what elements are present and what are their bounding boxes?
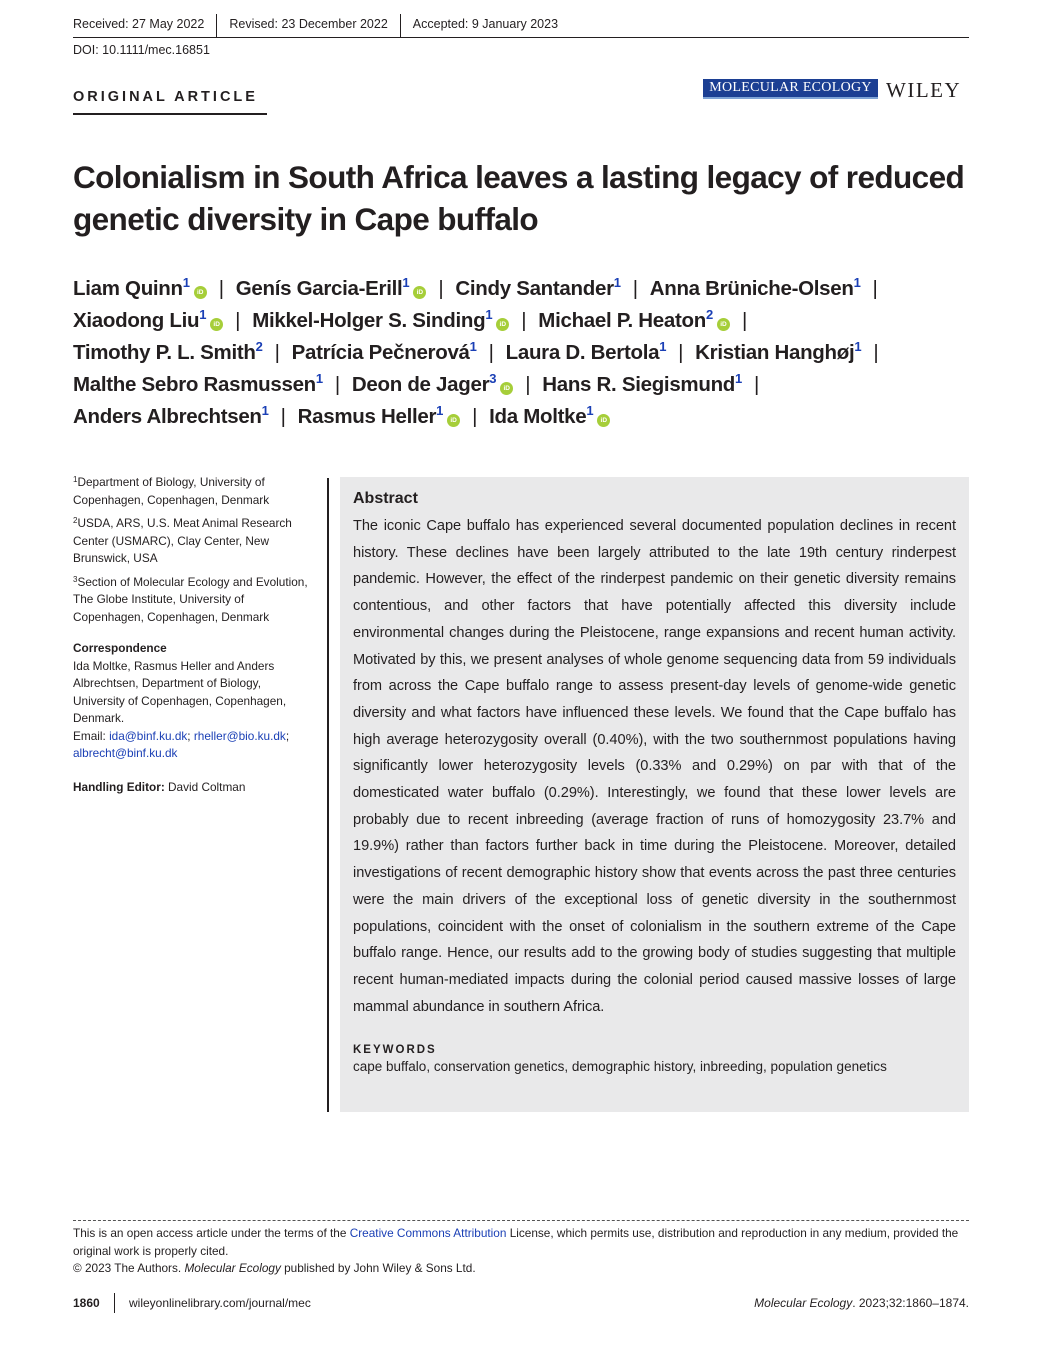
orcid-icon[interactable]: iD [597,414,610,427]
author-name-text: Laura D. Bertola [505,341,660,364]
correspondence-heading: Correspondence [73,641,167,655]
author-name[interactable] [73,309,223,332]
author-name[interactable] [650,277,861,300]
revised-date: Revised: 23 December 2022 [229,14,400,38]
correspondence-text: Ida Moltke, Rasmus Heller and Anders Albrechtsen, Department of Biology, University of Copenhagen, Copenhagen, Denmark. [73,658,287,725]
front-matter-sidebar [73,474,313,796]
affiliation-marker[interactable]: 1 [853,275,861,290]
email-link-moltke[interactable]: ida@binf.ku.dk [109,728,188,743]
email-link-heller[interactable]: rheller@bio.ku.dk [193,728,286,743]
copyright-journal: Molecular Ecology [184,1261,281,1275]
citation-journal: Molecular Ecology [754,1296,853,1310]
page-footer [73,1293,969,1313]
author-name-text: Patrícia Pečnerová [291,341,470,364]
author-separator: | [280,405,286,428]
affiliation-marker[interactable]: 1 [735,371,742,386]
author-name[interactable] [489,405,610,428]
affiliation-number: 2 [73,516,78,525]
author-name[interactable] [73,405,269,428]
author-name-text: Xiaodong Liu [73,309,200,332]
affiliation-item [73,474,313,509]
orcid-icon[interactable]: iD [194,286,207,299]
abstract-heading: Abstract [353,490,418,507]
author-name-text: Malthe Sebro Rasmussen [73,373,316,396]
author-separator: | [472,405,478,428]
handling-editor-name: David Coltman [168,779,246,794]
correspondence-emails: Email: ida@binf.ku.dk; rheller@bio.ku.dk; albrecht@binf.ku.dk [73,728,290,760]
handling-editor [73,779,313,797]
author-name-text: Kristian Hanghøj [695,341,855,364]
author-name-text: Deon de Jager [351,373,490,396]
orcid-icon[interactable]: iD [413,286,426,299]
affiliation-marker[interactable]: 1 [485,307,493,322]
author-name[interactable] [542,373,742,396]
author-name-text: Michael P. Heaton [538,309,706,332]
handling-editor-label: Handling Editor: [73,779,165,794]
abstract-box [340,477,969,1112]
author-name-text: Timothy P. L. Smith [73,341,256,364]
citation-details: . 2023;32:1860–1874. [852,1296,969,1310]
author-name[interactable] [73,373,323,396]
affiliation-marker[interactable]: 2 [706,307,713,322]
doi[interactable]: DOI: 10.1111/mec.16851 [73,43,210,57]
author-separator: | [873,341,879,364]
author-name-text: Cindy Santander [455,277,614,300]
author-separator: | [525,373,531,396]
author-name-text: Mikkel-Holger S. Sinding [252,309,486,332]
affiliation-marker[interactable]: 3 [489,371,497,386]
affiliations [73,474,313,626]
author-separator: | [218,277,224,300]
author-name[interactable] [252,309,509,332]
license-link[interactable]: Creative Commons Attribution [349,1226,507,1240]
orcid-icon[interactable]: iD [210,318,223,331]
journal-url[interactable]: wileyonlinelibrary.com/journal/mec [129,1296,311,1310]
author-name[interactable] [73,341,263,364]
author-separator: | [488,341,494,364]
affiliation-marker[interactable]: 1 [436,403,444,418]
affiliation-number: 1 [73,475,78,484]
author-name-text: Anna Brüniche-Olsen [649,277,854,300]
license-notice [73,1225,969,1260]
copyright-text-pre: © 2023 The Authors. [73,1261,182,1275]
page-footer-divider [114,1293,115,1313]
author-name[interactable] [73,277,207,300]
affiliation-number: 3 [73,574,78,584]
author-separator: | [235,309,241,332]
affiliation-marker[interactable]: 2 [255,339,263,354]
page-number: 1860 [73,1296,100,1310]
author-separator: | [521,309,527,332]
orcid-icon[interactable]: iD [717,318,730,331]
article-title: Colonialism in South Africa leaves a lasting legacy of reduced genetic diversity in Cape buffalo [73,159,965,237]
affiliation-item [73,515,313,568]
affiliation-text: Section of Molecular Ecology and Evolution, The Globe Institute, University of Copenhagen, Copenhagen, Denmark [73,574,308,624]
journal-logo[interactable]: MOLECULAR ECOLOGY [703,79,878,99]
copyright-notice [73,1260,969,1278]
license-text-pre: This is an open access article under the terms of the [73,1226,347,1240]
orcid-icon[interactable]: iD [447,414,460,427]
author-name-text: Genís Garcia-Erill [235,277,403,300]
author-name[interactable] [292,341,477,364]
publisher-logo[interactable]: WILEY [886,78,962,102]
keywords-text: cape buffalo, conservation genetics, demographic history, inbreeding, population genetics [353,1059,887,1075]
affiliation-marker[interactable]: 1 [586,403,594,418]
accepted-date: Accepted: 9 January 2023 [412,17,559,31]
author-name[interactable] [506,341,666,364]
affiliation-marker[interactable]: 1 [199,307,207,322]
author-separator: | [872,277,878,300]
affiliation-text: Department of Biology, University of Copenhagen, Copenhagen, Denmark [73,475,270,507]
affiliation-marker[interactable]: 1 [315,371,323,386]
affiliation-marker[interactable]: 1 [402,275,410,290]
email-link-albrechtsen[interactable]: albrecht@binf.ku.dk [73,746,178,760]
author-name[interactable] [538,309,730,332]
author-name[interactable] [695,341,861,364]
author-separator: | [632,277,638,300]
citation [754,1293,969,1313]
affiliation-marker[interactable]: 1 [854,339,862,354]
author-name[interactable] [236,277,427,300]
affiliation-marker[interactable]: 1 [613,275,621,290]
received-date: Received: 27 May 2022 [73,14,217,38]
keywords-heading: KEYWORDS [353,1044,437,1057]
license-footer [73,1225,969,1278]
article-dates [73,14,969,38]
affiliation-marker[interactable]: 1 [261,403,269,418]
orcid-icon[interactable]: iD [500,382,513,395]
affiliation-item [73,574,313,627]
author-separator: | [741,309,747,332]
orcid-icon[interactable]: iD [496,318,509,331]
email-label: Email: [73,728,106,743]
article-type: ORIGINAL ARTICLE [73,89,258,105]
abstract-text: The iconic Cape buffalo has experienced several documented population declines in recent history. These declines have been largely attributed to the late 19th century rinderpest pandemic. However, the effect of the rinderpest pandemic on their genetic diversity remains contentious, and other factors that have potentially affected this diversity include environmental changes during the Pleistocene, range expansions and recent human activity. Motivated by this, we present analyses of whole genome sequencing data from 59 individuals from across the Cape buffalo range to assess present-day levels of genome-wide genetic diversity and what factors have influenced these levels. We found that the Cape buffalo has high average heterozygosity overall (0.40%), with the two southernmost populations having significantly lower heterozygosity levels (0.33% and 0.29%) on par with that of the domesticated water buffalo (0.29%). Interestingly, we found that these lower levels are probably due to recent inbreeding (average fraction of runs of homozygosity 23.7% and 19.9%) rather than factors further back in time during the Pleistocene. Moreover, detailed investigations of recent demographic history show that events across the past three centuries were the main drivers of the exceptional loss of genetic diversity in the southernmost populations, coincident with the onset of colonialism in the southern extreme of the Cape buffalo range. Hence, our results add to the growing body of studies suggesting that multiple recent human-mediated impacts during the colonial period caused massive losses of large mammal abundance in southern Africa. [353,518,956,1015]
author-list [73,273,973,433]
copyright-text-post: published by John Wiley & Sons Ltd. [284,1261,476,1275]
author-separator: | [753,373,759,396]
affiliation-text: USDA, ARS, U.S. Meat Animal Research Center (USMARC), Clay Center, New Brunswick, USA [73,516,292,565]
author-name[interactable] [298,405,460,428]
column-divider [327,478,329,1112]
author-name[interactable] [455,277,620,300]
author-separator: | [274,341,280,364]
author-name-text: Hans R. Siegismund [542,373,736,396]
author-separator: | [678,341,684,364]
author-name-text: Ida Moltke [489,405,587,428]
author-name[interactable] [352,373,513,396]
article-type-underline [73,113,267,115]
affiliation-marker[interactable]: 1 [659,339,667,354]
author-name-text: Rasmus Heller [297,405,437,428]
license-text-post: License, which permits use, distribution and reproduction in any medium, provided the original work is properly cited. [73,1226,959,1258]
affiliation-marker[interactable]: 1 [182,275,190,290]
author-separator: | [334,373,340,396]
footer-divider [73,1220,969,1221]
author-name-text: Liam Quinn [73,277,183,300]
author-name-text: Anders Albrechtsen [73,405,262,428]
affiliation-marker[interactable]: 1 [469,339,477,354]
author-separator: | [438,277,444,300]
